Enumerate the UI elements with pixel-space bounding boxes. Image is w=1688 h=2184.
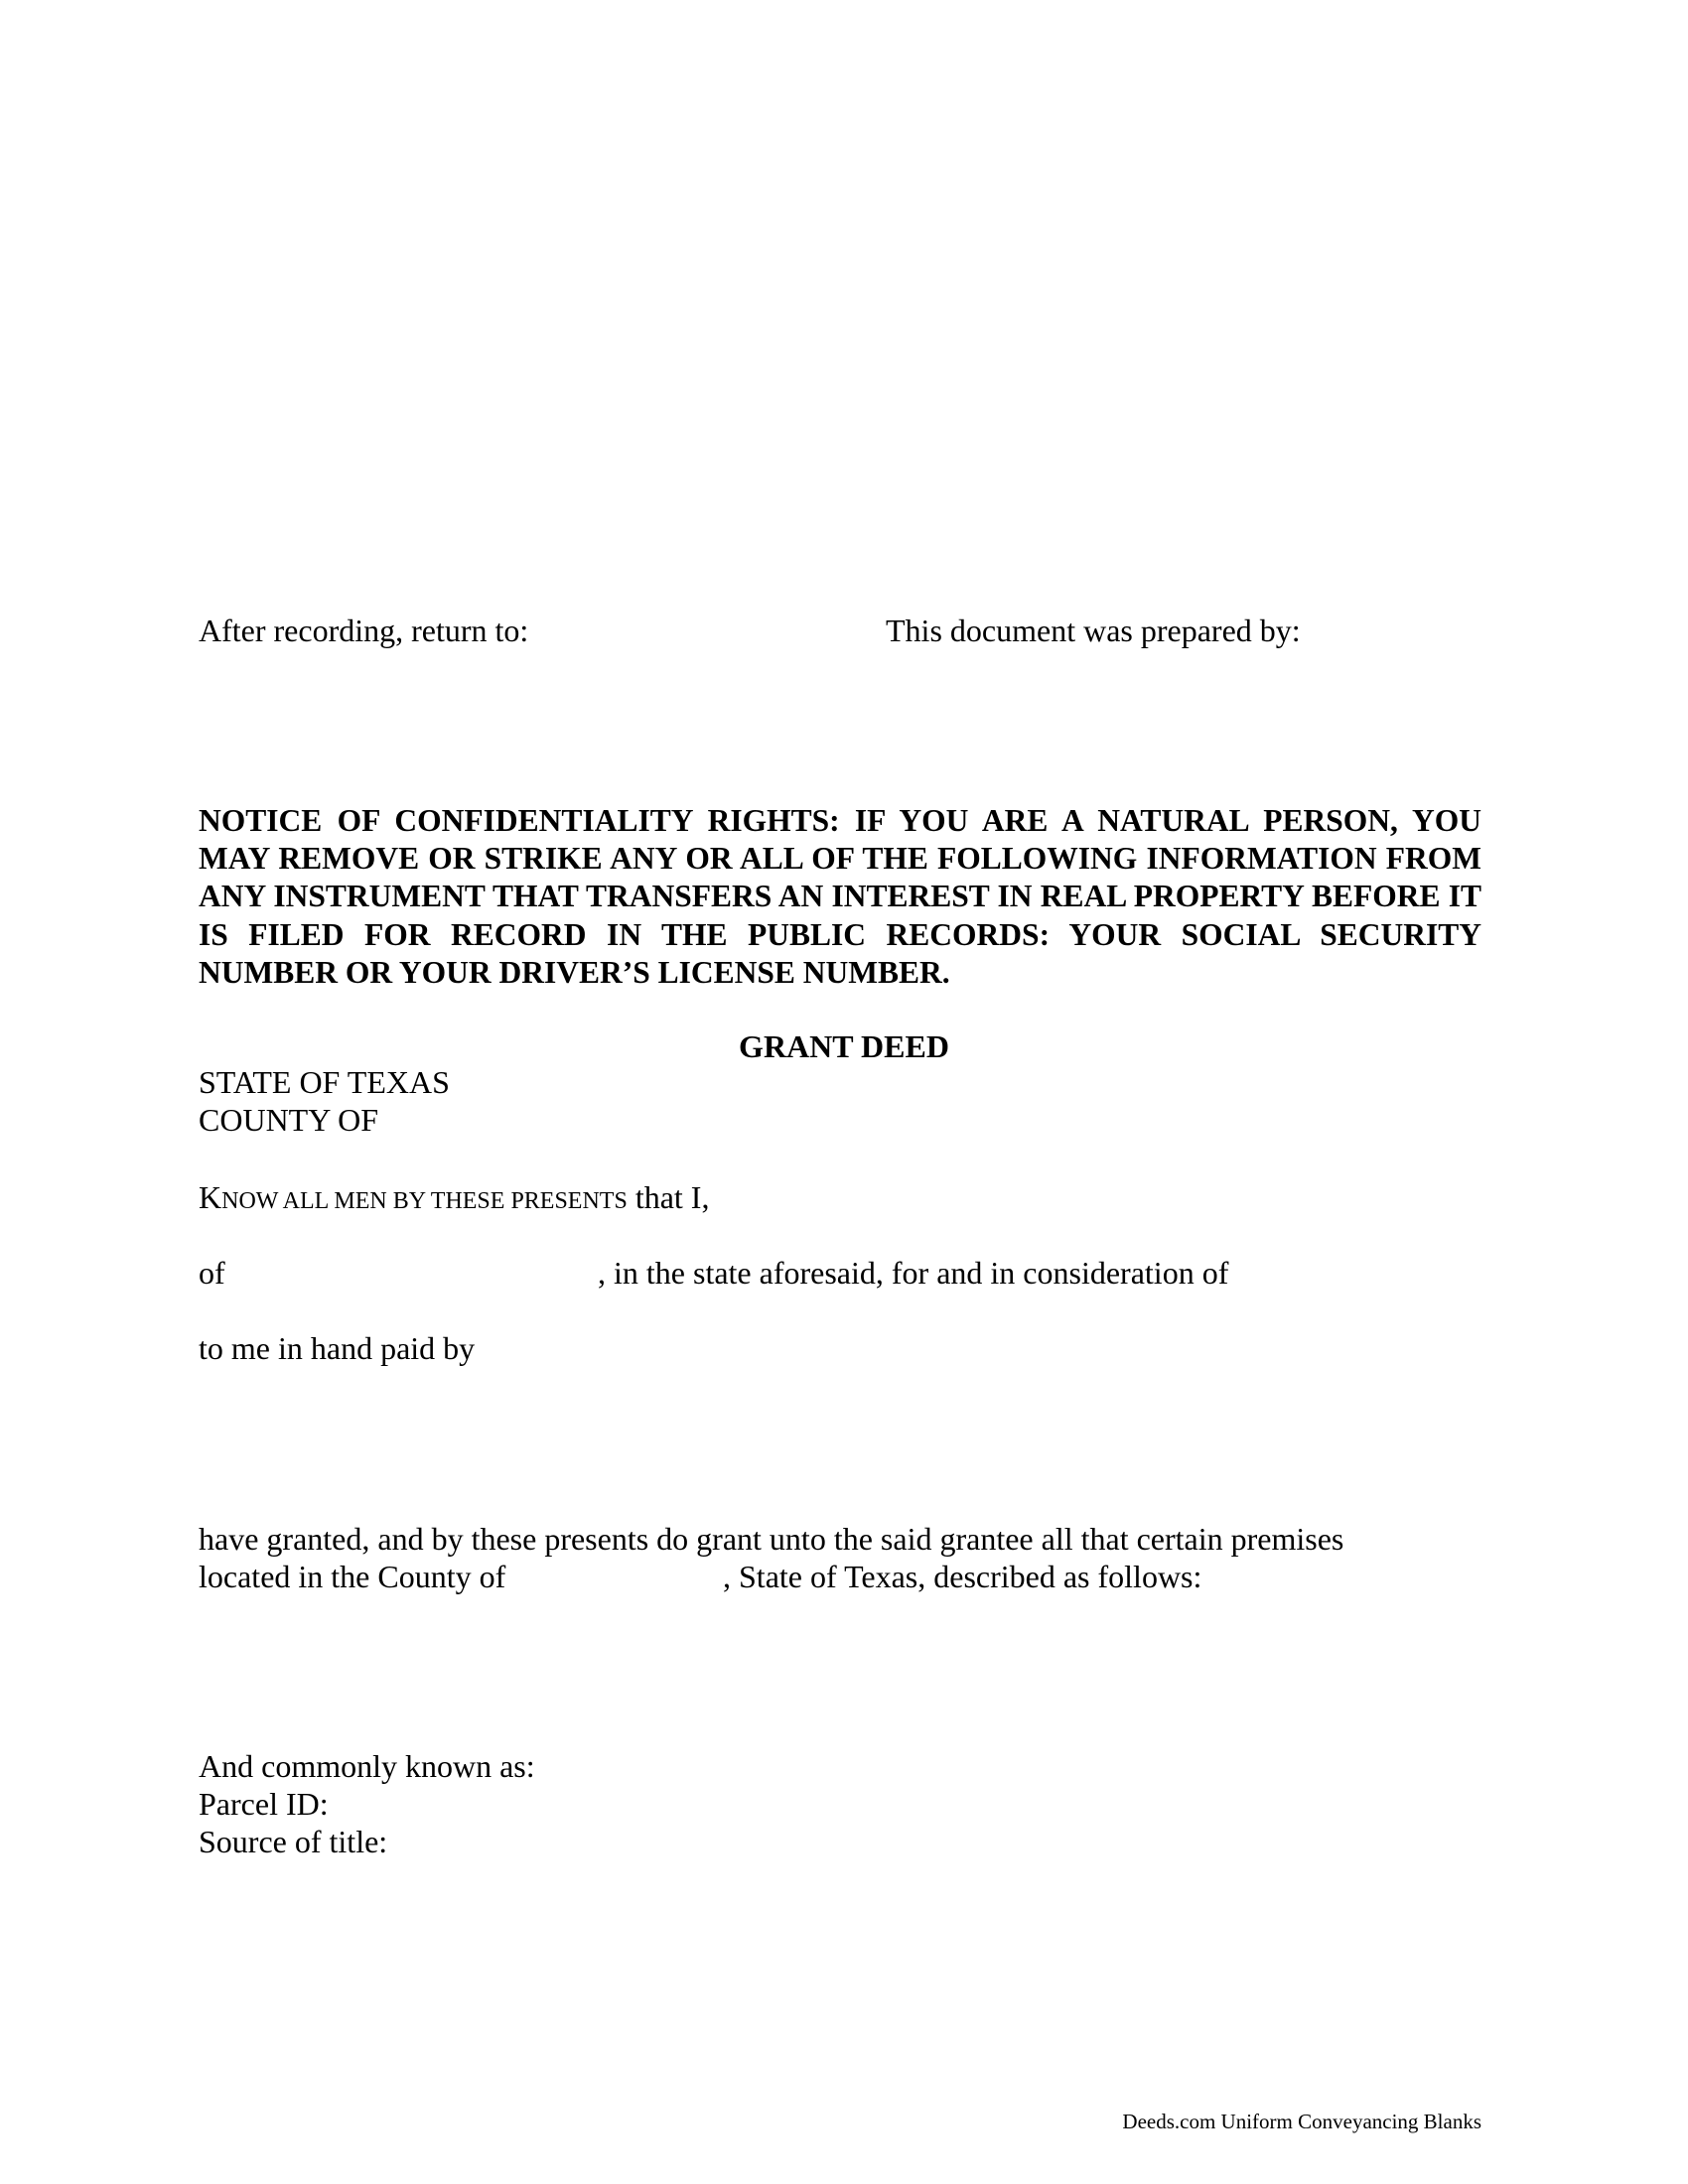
- deed-title: GRANT DEED: [739, 1028, 949, 1064]
- consideration-text: , in the state aforesaid, for and in consideration of: [598, 1255, 1229, 1291]
- located-label: located in the County of: [199, 1559, 506, 1594]
- state-line: STATE OF TEXAS: [199, 1064, 450, 1100]
- commonly-known-label: And commonly known as:: [199, 1748, 535, 1784]
- granted-line: have granted, and by these presents do grant unto the said grantee all that certain premises: [199, 1521, 1344, 1557]
- know-smallcaps: NOW ALL MEN BY THESE PRESENTS: [221, 1188, 628, 1214]
- paid-by-text: to me in hand paid by: [199, 1330, 476, 1366]
- located-tail: , State of Texas, described as follows:: [723, 1559, 1202, 1594]
- know-initial: K: [199, 1179, 222, 1215]
- county-line: COUNTY OF: [199, 1102, 379, 1138]
- know-all-men-line: [199, 1178, 709, 1220]
- parcel-id-label: Parcel ID:: [199, 1786, 329, 1822]
- of-label: of: [199, 1255, 225, 1291]
- return-to-label: After recording, return to:: [199, 613, 529, 648]
- confidentiality-notice: NOTICE OF CONFIDENTIALITY RIGHTS: IF YOU ARE A NATURAL PERSON, YOU MAY REMOVE OR STRIKE ANY OR ALL OF THE FOLLOWING INFORMATION FROM ANY INSTRUMENT THAT TRANSFERS AN INTEREST IN REAL PROPERTY BEFORE IT IS FILED FOR RECORD IN THE PUBLIC RECORDS: YOUR SOCIAL SECURITY NUMBER OR YOUR DRIVER’S LICENSE NUMBER.: [199, 803, 1481, 990]
- source-title-label: Source of title:: [199, 1824, 388, 1859]
- footer-text: Deeds.com Uniform Conveyancing Blanks: [1122, 2110, 1481, 2133]
- prepared-by-label: This document was prepared by:: [886, 613, 1301, 648]
- know-tail: that I,: [627, 1179, 710, 1215]
